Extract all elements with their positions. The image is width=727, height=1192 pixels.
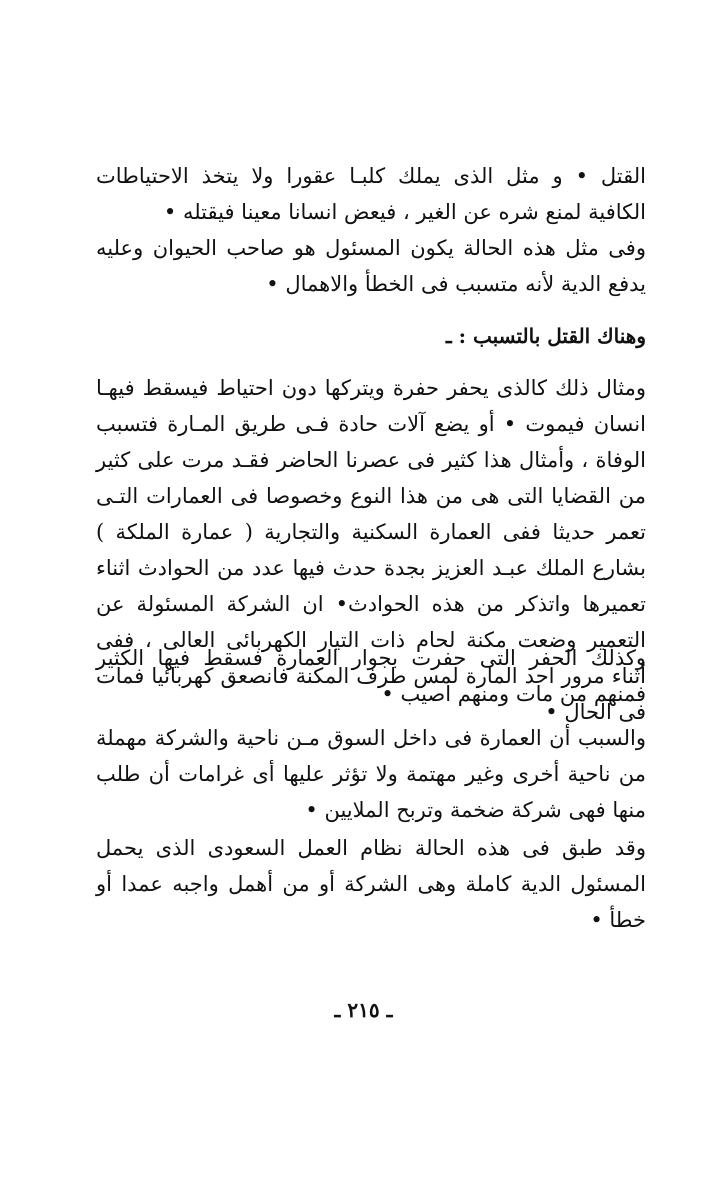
page-number: ـ ٢١٥ ـ xyxy=(334,998,393,1022)
paragraph-6: وقد طبق فى هذه الحالة نظام العمل السعودى الذى يحمل المسئول الدية كاملة وهى الشركة أو من أهمل واجبه عمدا أو خطأ • xyxy=(96,836,646,932)
section-heading: وهناك القتل بالتسبب : ـ xyxy=(445,324,646,348)
paragraph-2: وفى مثل هذه الحالة يكون المسئول هو صاحب الحيوان وعليه يدفع الدية لأنه متسبب فى الخطأ والاهمال • xyxy=(96,236,646,296)
paragraph-4: وكذلك الحفر التى حفرت بجوار العمارة فسقط فيها الكثير فمنهم من مات ومنهم اصيب • xyxy=(96,646,646,706)
paragraph-1: القتل • و مثل الذى يملك كلبـا عقورا ولا يتخذ الاحتياطات الكافية لمنع شره عن الغير ، فيعض انسانا معينا فيقتله • xyxy=(96,164,646,224)
paragraph-5: والسبب أن العمارة فى داخل السوق مـن ناحية والشركة مهملة من ناحية أخرى وغير مهتمة ولا تؤثر عليها أى غرامات أن طلب منها فهى شركة ضخمة وتربح الملايين • xyxy=(96,726,646,822)
paragraph-3: ومثال ذلك كالذى يحفر حفرة ويتركها دون احتياط فيسقط فيهـا انسان فيموت • أو يضع آلات حادة فـى طريق المـارة فتسبب الوفاة ، وأمثال هذا كثير فى عصرنا الحاضر فقـد مرت على كثير من القضايا التى هى من هذا النوع وخصوصا فى العمارات التـى تعمر حديثا ففى العمارة السكنية والتجارية ( عمارة الملكة ) بشارع الملك عبـد العزيز بجدة حدث فيها عدد من الحوادث اثناء تعميرها واتذكر من هذه الحوادث• ان الشركة المسئولة عن التعمير وضعت مكنة لحام ذات التيار الكهربائى العالى ، ففى أثناء مرور احد المارة لمس طرف المكنة فانصعق كهربائيا فمات فى الحال • xyxy=(96,376,646,724)
